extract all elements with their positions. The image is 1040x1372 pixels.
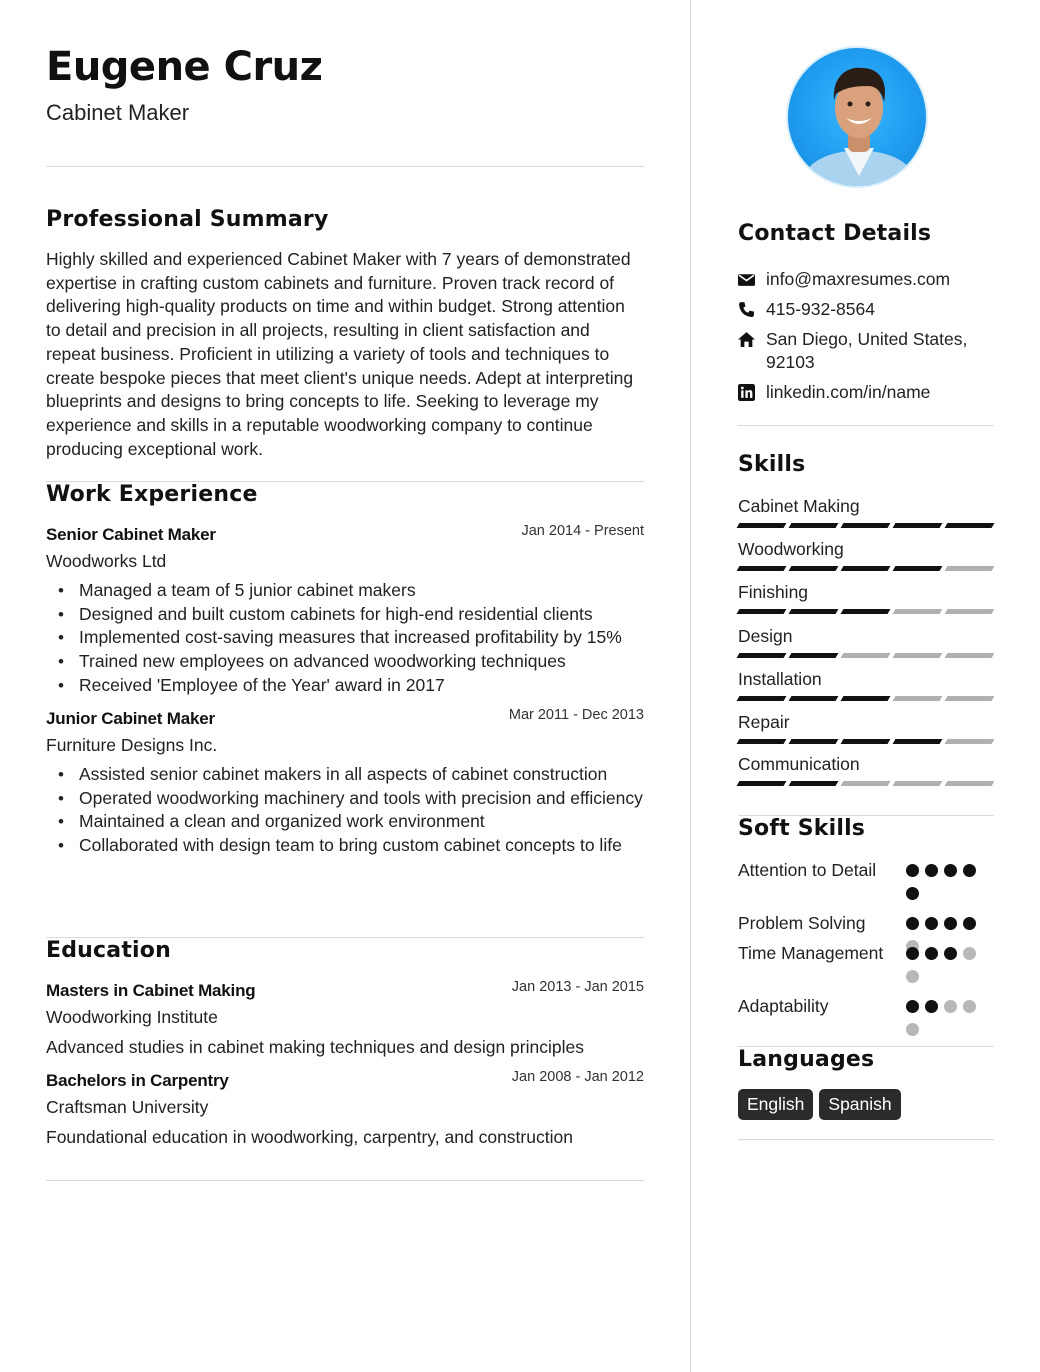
- rating-dot: [963, 1000, 976, 1013]
- skill-level-segment: [893, 609, 943, 614]
- soft-skills-heading: Soft Skills: [738, 816, 866, 841]
- skill-level-bar: [738, 696, 994, 701]
- degree-title: Bachelors in Carpentry: [46, 1071, 229, 1090]
- person-portrait-icon: [788, 48, 928, 188]
- skill-item: [738, 495, 994, 528]
- languages-divider: [738, 1139, 994, 1140]
- skill-level-bar: [738, 739, 994, 744]
- summary-heading: Professional Summary: [46, 207, 329, 232]
- skill-item: [738, 668, 994, 701]
- soft-skill-rating: [906, 864, 986, 910]
- education-description: Advanced studies in cabinet making techniques and design principles: [46, 1037, 584, 1057]
- contact-linkedin-text: linkedin.com/in/name: [766, 382, 931, 402]
- contact-heading: Contact Details: [738, 221, 932, 246]
- rating-dot: [906, 1023, 919, 1036]
- skill-level-segment: [789, 523, 839, 528]
- rating-dot: [944, 947, 957, 960]
- skill-label: Finishing: [738, 582, 809, 602]
- skill-level-segment: [737, 739, 787, 744]
- candidate-title: Cabinet Maker: [46, 100, 190, 125]
- languages-heading: Languages: [738, 1047, 875, 1072]
- rating-dot: [963, 917, 976, 930]
- skill-level-segment: [841, 696, 891, 701]
- summary-text: Highly skilled and experienced Cabinet Maker with 7 years of demonstrated expertise in crafting custom cabinets and furniture. Proven track record of delivering high-quality products on time and within budget. Strong attention to detail and precision in all projects, resulting in client satisfaction and repeat business. Proficient in utilizing a variety of tools and techniques to create bespoke pieces that meet client's unique needs. Adept at interpreting blueprints and designs to bring concepts to life. Seeking to leverage my experience and skills in a reputable woodworking company to continue producing exceptional work.: [46, 249, 634, 459]
- job-title: Senior Cabinet Maker: [46, 525, 216, 544]
- skill-label: Woodworking: [738, 539, 844, 559]
- skill-level-segment: [841, 609, 891, 614]
- candidate-name: Eugene Cruz: [46, 44, 323, 90]
- skill-item: [738, 581, 994, 614]
- job-company: Woodworks Ltd: [46, 551, 167, 571]
- school-name: Craftsman University: [46, 1097, 209, 1117]
- skill-level-bar: [738, 609, 994, 614]
- skill-level-segment: [841, 653, 891, 658]
- rating-dot: [925, 947, 938, 960]
- rating-dot: [906, 887, 919, 900]
- job-bullets: [46, 763, 644, 858]
- contact-linkedin[interactable]: [738, 381, 994, 411]
- skill-level-segment: [893, 566, 943, 571]
- skill-item: [738, 538, 994, 571]
- skill-level-segment: [737, 609, 787, 614]
- skill-level-segment: [841, 739, 891, 744]
- skill-level-segment: [737, 653, 787, 658]
- language-tag: Spanish: [819, 1089, 900, 1120]
- soft-skill-label: Time Management: [738, 943, 884, 963]
- skill-level-bar: [738, 653, 994, 658]
- contact-phone-text: 415-932-8564: [766, 299, 875, 319]
- skill-level-segment: [893, 781, 943, 786]
- rating-dot: [906, 970, 919, 983]
- bullet-item: • Designed and built custom cabinets for high-end residential clients: [46, 603, 644, 627]
- education-entry: [46, 1071, 644, 1149]
- skill-level-segment: [893, 739, 943, 744]
- linkedin-icon: [738, 384, 755, 401]
- skill-label: Installation: [738, 669, 822, 689]
- education-divider: [46, 1180, 644, 1181]
- contact-email-text: info@maxresumes.com: [766, 269, 951, 289]
- job-company: Furniture Designs Inc.: [46, 735, 218, 755]
- bullet-item: • Received 'Employee of the Year' award in 2017: [46, 674, 644, 698]
- contact-address-text: San Diego, United States, 92103: [766, 329, 968, 372]
- soft-skill-label: Attention to Detail: [738, 860, 877, 880]
- skill-level-segment: [893, 523, 943, 528]
- education-entry: [46, 981, 644, 1059]
- skill-level-segment: [945, 739, 995, 744]
- rating-dot: [925, 864, 938, 877]
- skill-item: [738, 753, 994, 786]
- skill-level-bar: [738, 781, 994, 786]
- language-tag: English: [738, 1089, 813, 1120]
- skill-item: [738, 711, 994, 744]
- job-dates: Mar 2011 - Dec 2013: [508, 707, 644, 723]
- soft-skill-rating: [906, 947, 986, 993]
- skill-level-bar: [738, 523, 994, 528]
- profile-photo: [786, 46, 928, 188]
- skill-level-segment: [945, 696, 995, 701]
- skill-level-segment: [945, 653, 995, 658]
- skill-label: Repair: [738, 712, 790, 732]
- rating-dot: [963, 947, 976, 960]
- skill-item: [738, 625, 994, 658]
- skill-level-segment: [945, 523, 995, 528]
- skill-level-segment: [789, 739, 839, 744]
- skill-label: Communication: [738, 754, 860, 774]
- school-name: Woodworking Institute: [46, 1007, 218, 1027]
- education-dates: Jan 2013 - Jan 2015: [511, 979, 644, 995]
- bullet-item: • Assisted senior cabinet makers in all aspects of cabinet construction: [46, 763, 644, 787]
- rating-dot: [944, 1000, 957, 1013]
- soft-skill-label: Adaptability: [738, 996, 829, 1016]
- bullet-item: • Managed a team of 5 junior cabinet makers: [46, 579, 644, 603]
- contact-address: [738, 328, 994, 381]
- job-entry: [46, 709, 644, 858]
- bullet-item: • Trained new employees on advanced woodworking techniques: [46, 650, 644, 674]
- skill-level-segment: [789, 781, 839, 786]
- skill-level-segment: [841, 781, 891, 786]
- job-title: Junior Cabinet Maker: [46, 709, 215, 728]
- skill-level-segment: [841, 523, 891, 528]
- bullet-item: • Collaborated with design team to bring custom cabinet concepts to life: [46, 834, 644, 858]
- rating-dot: [944, 864, 957, 877]
- education-dates: Jan 2008 - Jan 2012: [511, 1069, 644, 1085]
- home-icon: [738, 331, 755, 348]
- envelope-icon: [738, 271, 755, 288]
- soft-skill-label: Problem Solving: [738, 913, 866, 933]
- skills-heading: Skills: [738, 452, 806, 477]
- rating-dot: [944, 917, 957, 930]
- soft-skill-rating: [906, 1000, 986, 1046]
- rating-dot: [906, 947, 919, 960]
- skill-level-segment: [737, 566, 787, 571]
- rating-dot: [963, 864, 976, 877]
- contact-list: [738, 268, 994, 411]
- skill-level-segment: [789, 696, 839, 701]
- education-heading: Education: [46, 938, 171, 963]
- skill-level-segment: [737, 523, 787, 528]
- contact-phone[interactable]: [738, 298, 994, 328]
- rating-dot: [906, 917, 919, 930]
- header-divider: [46, 166, 644, 167]
- skill-level-segment: [789, 566, 839, 571]
- skill-level-segment: [789, 609, 839, 614]
- skill-level-segment: [945, 566, 995, 571]
- skill-level-bar: [738, 566, 994, 571]
- skill-level-segment: [945, 609, 995, 614]
- job-dates: Jan 2014 - Present: [521, 523, 644, 539]
- column-divider: [690, 0, 691, 1372]
- bullet-item: • Implemented cost-saving measures that increased profitability by 15%: [46, 626, 644, 650]
- skill-label: Design: [738, 626, 793, 646]
- rating-dot: [906, 864, 919, 877]
- rating-dot: [906, 1000, 919, 1013]
- skill-level-segment: [893, 653, 943, 658]
- phone-icon: [738, 301, 755, 318]
- skill-label: Cabinet Making: [738, 496, 860, 516]
- education-description: Foundational education in woodworking, carpentry, and construction: [46, 1127, 573, 1147]
- skill-level-segment: [789, 653, 839, 658]
- rating-dot: [925, 917, 938, 930]
- skill-level-segment: [945, 781, 995, 786]
- experience-heading: Work Experience: [46, 482, 258, 507]
- skill-level-segment: [841, 566, 891, 571]
- contact-email[interactable]: [738, 268, 994, 298]
- contact-divider: [738, 425, 994, 426]
- job-bullets: [46, 579, 644, 698]
- skill-level-segment: [737, 696, 787, 701]
- job-entry: [46, 525, 644, 698]
- bullet-item: • Maintained a clean and organized work environment: [46, 810, 644, 834]
- skill-level-segment: [737, 781, 787, 786]
- skill-level-segment: [893, 696, 943, 701]
- bullet-item: • Operated woodworking machinery and tools with precision and efficiency: [46, 787, 644, 811]
- rating-dot: [925, 1000, 938, 1013]
- degree-title: Masters in Cabinet Making: [46, 981, 256, 1000]
- language-tags: [738, 1089, 901, 1120]
